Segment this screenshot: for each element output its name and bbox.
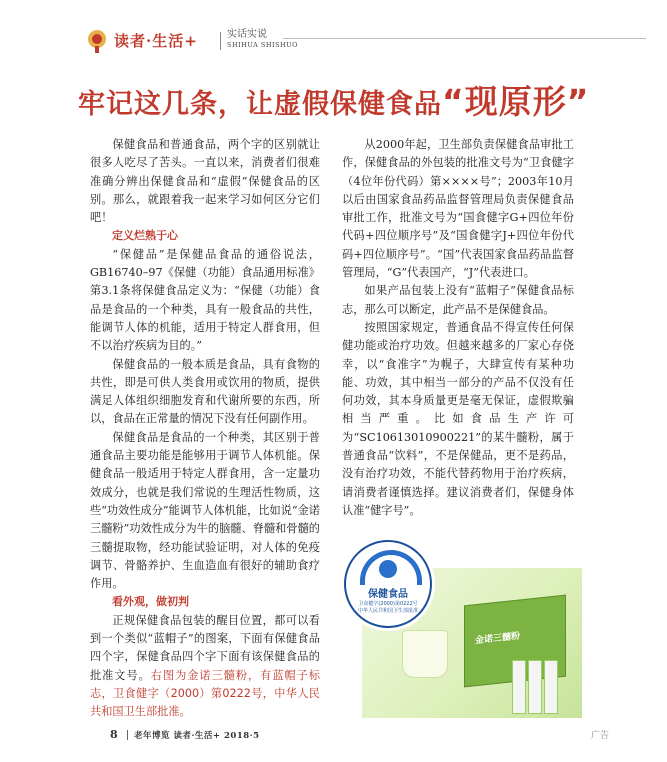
badge-authority: 中华人民共和国卫生部批准 bbox=[357, 608, 418, 614]
drink-cup bbox=[402, 630, 448, 678]
product-sachet bbox=[512, 660, 526, 714]
product-sachet bbox=[544, 660, 558, 714]
function-paragraph: 保健食品是食品的一个种类，其区别于普通食品主要功能是能够用于调节人体机能。保健食品一般适用于特定人群食用，含一定量功效成分，也就是我们常说的生理活性物质，这些“功效性成分”能调节人体机能，比如说“金诺三髓粉”功效性成分为牛的脑髓、脊髓和骨髓的三髓提取物，经功能试验证明，对人体的免疫调节、骨骼养护、生血造血有很好的辅助食疗作用。 bbox=[90, 430, 320, 591]
article-title bbox=[78, 76, 598, 123]
right-column bbox=[342, 136, 574, 520]
product-box-label: 金诺三髓粉 bbox=[475, 631, 521, 647]
definition-paragraph: “保健品”是保健品食品的通俗说法，GB16740–97《保健（功能）食品通用标准》第3.1条将保健食品定义为：“保健（功能）食品是食品的一个种类，具有一般食品的共性，能调节人体的机能，适用于特定人群食用，但不以治疗疾病为目的。” bbox=[90, 247, 320, 353]
appearance-caption: 右图为金诺三髓粉，有蓝帽子标志，卫食健字（2000）第0222号，中华人民共和国卫生部批准。 bbox=[90, 668, 320, 719]
appearance-paragraph bbox=[90, 612, 320, 722]
blue-hat-badge bbox=[344, 540, 432, 628]
title-main: 牢记这几条，让虚假保健食品 bbox=[78, 89, 442, 120]
blue-hat-figure bbox=[379, 560, 397, 578]
title-emphasis: “现原形” bbox=[442, 82, 590, 121]
regulation-paragraph: 按照国家规定，普通食品不得宣传任何保健功能或治疗功效。但越来越多的厂家心存侥幸，以“食准字”为幌子，大肆宣传有某种功能、功效，其中相当一部分的产品不仅没有任何功效，其本身质量更是毫无保证，虚假欺骗相当严重。比如食品生产许可为“SC10613010900221”的某牛髓粉，属于普通食品“饮料”，不是保健品，更不是药品，没有治疗功效，不能代替药物用于治疗疾病，请消费者谨慎选择。建议消费者们，保健身体认准“健字号”。 bbox=[342, 320, 574, 517]
column-name: 实话实说 bbox=[227, 29, 267, 40]
left-column bbox=[90, 136, 320, 722]
subheading-definition: 定义烂熟于心 bbox=[112, 229, 178, 243]
approval-paragraph: 从2000年起，卫生部负责保健食品审批工作，保健食品的外包装的批准文号为“卫食健字（4位年份代码）第××××号”；2003年10月以后由国家食品药品监督管理局负责保健食品审批工作，批准文号为“国食健字G+四位年份代码+四位顺序号”及“国食健字J+四位年份代码+四位顺序号”。“国”代表国家食品药品监督管理局，“G”代表国产，“J”代表进口。 bbox=[342, 138, 574, 280]
intro-paragraph: 保健食品和普通食品，两个字的区别就让很多人吃尽了苦头。一直以来，消费者们很难准确分辨出保健食品和“虚假”保健食品的区别。那么，就跟着我一起来学习如何区分它们吧！ bbox=[90, 138, 320, 225]
page-footer bbox=[86, 728, 646, 744]
product-advert-image bbox=[342, 540, 582, 718]
header-rule bbox=[283, 38, 646, 39]
nature-paragraph: 保健食品的一般本质是食品，具有食物的共性，即是可供人类食用或饮用的物质，提供满足人体组织细胞发育和代谢所要的东西，所以，食品在正常量的情况下没有任何副作用。 bbox=[90, 357, 320, 426]
footer-divider bbox=[127, 730, 128, 740]
product-sachet bbox=[528, 660, 542, 714]
magazine-logo-icon bbox=[86, 28, 108, 54]
header-divider bbox=[220, 32, 221, 50]
publication-info: 老年博览 读者·生活+ 2018·5 bbox=[134, 731, 260, 741]
badge-title: 保健食品 bbox=[368, 589, 408, 600]
blue-hat-paragraph: 如果产品包装上没有“蓝帽子”保健食品标志，那么可以断定，此产品不是保健食品。 bbox=[342, 284, 574, 316]
subheading-appearance: 看外观，做初判 bbox=[112, 595, 189, 609]
appearance-text: 正规保健食品包装的醒目位置，都可以看到一个类似“蓝帽子”的图案，下面有保健食品四个字，保健食品四个字下面有该保健食品的批准文号。 bbox=[90, 613, 320, 682]
page-number: 8 bbox=[110, 728, 118, 741]
advert-label: 广告 bbox=[591, 731, 610, 741]
brand-title: 读者·生活+ bbox=[114, 32, 198, 50]
page-header bbox=[86, 26, 646, 60]
badge-approval-number: 卫食健字(2000)第0222号 bbox=[358, 601, 418, 607]
column-pinyin: SHIHUA SHISHUO bbox=[227, 41, 299, 49]
